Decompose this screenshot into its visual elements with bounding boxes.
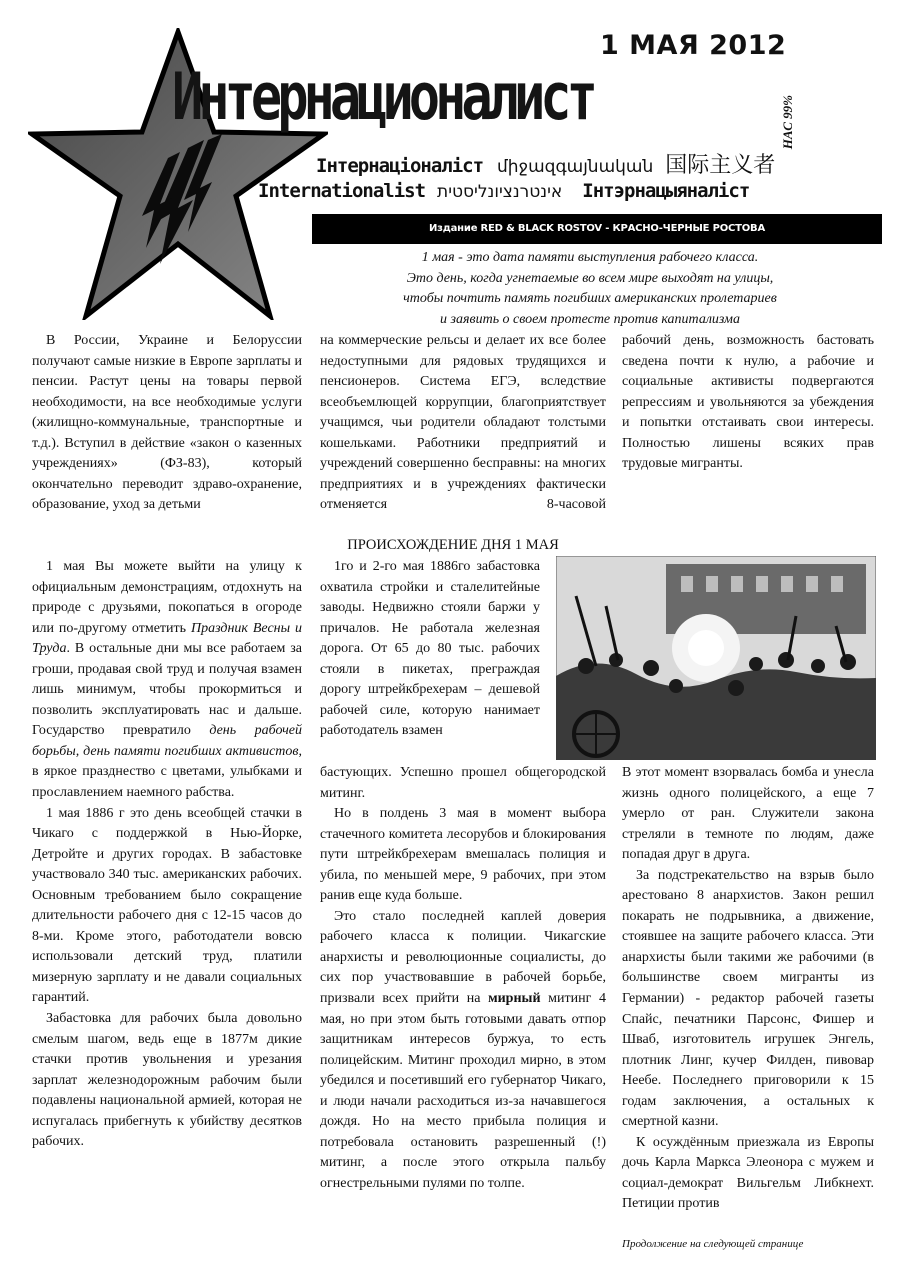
subtitle-belarusian: Інтэрнацыяналіст [582,180,750,202]
strong: мирный [488,991,541,1007]
side-note: НАС 99% [780,95,795,150]
top-column-3 [622,331,874,475]
paragraph: 1 мая Вы можете выйти на улицу к официальным демонстрациям, отдохнуть на природе с друзьями, покопаться в огороде или по-другому отметить Праздник Весны и Труда. В остальные дни мы все работаем за гроши, продавая свой труд и получая взамен лишь минимум, чтобы прокормиться и позволить эксплуатировать нас и дальше. Государство превратило день рабочей борьбы, день памяти погибших активистов, в яркое празднество с цветами, улыбками и прославлением наемного рабства. [32,559,303,801]
paragraph: За подстрекательство на взрыв было арестовано 8 анархистов. Закон решил покарать не подрывника, а движение, стоявшее на защите рабочего класса. Эти анархисты были такими же рабочими (в большинстве своем мигранты из Германии) - редактор рабочей газеты Спайс, печатники Парсонс, Фишер и Шваб, изготовитель игрушек Энгель, плотник Линг, кучер Филден, пивовар Неебе. Последнего приговорили к 15 годам заключения, а остальных к смертной казни. [622,867,874,1130]
paragraph: Но в полдень 3 мая в момент выбора стачечного комитета лесорубов и блокирования пути штрейкбрехерам вмешалась полиция и убила, по меньшей мере, 9 рабочих, при этом ранив еще куда больше. [320,806,606,904]
section-heading: ПРОИСХОЖДЕНИЕ ДНЯ 1 МАЯ [347,537,559,553]
paragraph: 1го и 2-го мая 1886го забастовка охватила стройки и сталелитейные заводы. Недвижно стояли баржи у причалов. Не работала железная дорога. От 65 до 80 тыс. рабочих стояли в пикетах, преграждая дорогу штрейкбрехерам – дешевой рабочей силе, которую нанимает работодатель взамен [320,559,540,739]
column-1 [32,557,302,1153]
paragraph: К осуждённым приезжала из Европы дочь Карла Маркса Элеонора с мужем и социал-демократ Вильгельм Либкнехт. Петиции против [622,1134,874,1212]
issue-date: 1 МАЯ 2012 [600,30,787,61]
paragraph: 1 мая 1886 г это день всеобщей стачки в Чикаго с поддержкой в Нью-Йорке, Детройте и других городах. В забастовке участвовало 340 тыс. американских рабочих. Основным требованием было сокращение длительности рабочего дня с 12-15 часов до 8-ми. Кроме этого, работодатели вовсю использовали детский труд, платили мизерную зарплату и не давали социальных гарантий. [32,805,302,1006]
subtitle-hebrew: אינטרנציונליסטית [437,182,563,202]
subtitle-ukrainian: Інтернаціоналіст [316,155,484,177]
column-3 [622,763,874,1215]
emphasis: день рабочей борьбы, день памяти погибших активистов [32,723,303,759]
paragraph: Забастовка для рабочих была довольно смелым шагом, ведь еще в 1877м дикие стачки против увольнения и урезания зарплат железнодорожным рабочим были подавлены национальной армией, которая не испугалась прибегнуть к убийству десятков рабочих. [32,1011,302,1150]
subtitle-row-1 [316,148,775,179]
intro-line: Это день, когда угнетаемые во всем мире выходят на улицы, [406,270,774,286]
haymarket-engraving-image [556,556,876,760]
paragraph: В этот момент взорвалась бомба и унесла жизнь одного полицейского, а еще 7 умерло от ран. Служители закона стреляли в темноте по людям, даже попадая друг в друга. [622,765,874,863]
subtitle-english: Internationalist [258,180,426,202]
emphasis: Праздник Весны и Труда [32,620,303,657]
intro-line: и заявить о своем протесте против капитализма [440,311,740,327]
intro-line: 1 мая - это дата памяти выступления рабочего класса. [421,250,759,265]
paragraph: В России, Украине и Белоруссии получают самые низкие в Европе зарплаты и пенсии. Растут цены на товары первой необходимости, на все необходимые услуги (жилищно-коммунальные, транспортные и т.д.). Вступил в действие «закон о казенных учреждениях» (ФЗ-83), который окончательно переводит здраво-охранение, образование, уход за детьми [32,333,302,513]
subtitle-row-2 [258,180,749,202]
top-column-1 [32,331,302,516]
continued-note: Продолжение на следующей странице [622,1238,804,1250]
column-2 [320,763,606,1194]
paragraph: рабочий день, возможность бастовать сведена почти к нулю, а рабочие и социальные активисты подвергаются репрессиям и увольняются за убеждения и попытки отстаивать свои интересы. Полностью лишены всяких прав трудовые мигранты. [622,333,874,472]
subtitle-armenian: միջազգայնական [497,157,654,177]
top-column-2 [320,331,606,516]
intro-line: чтобы почтить память погибших американских пролетариев [403,291,777,306]
subtitle-chinese: 国际主义者 [665,153,776,178]
paragraph: бастующих. Успешно прошел общегородской митинг. [320,765,606,801]
paragraph: Это стало последней каплей доверия рабочего класса к полиции. Чикагские анархисты и революционные социалисты, до сих пор участвовавшие в рабочей борьбе, призвали всех прийти на мирный митинг 4 мая, но при этом быть готовыми давать отпор защитникам интересов буржуа, то есть полицейским. Митинг проходил мирно, в этом убедился и посетивший его губернатор Чикаго, и люди начали расходиться из-за начавшегося дождя. Но на место прибыла полиция и потребовала остановить разрешенный (!) митинг, а после этого открыла пальбу огнестрельными пулями по толпе. [320,908,606,1191]
newspaper-title: Интернационалист [172,60,593,135]
column-2-narrow [320,557,540,742]
publisher-bar: Издание RED & BLACK ROSTOV - КРАСНО-ЧЕРНЫЕ РОСТОВА [312,214,882,244]
intro-statement [330,248,850,330]
paragraph: на коммерческие рельсы и делает их все более недоступными для рядовых трудящихся и пенсионеров. Система ЕГЭ, вследствие всеобъемлющей коррупции, благоприятствует учащимся, чьи родители обладают толстыми кошельками. Работники предприятий и учреждений совершенно бесправны: на многих предприятиях и в учреждениях фактически отменяется 8-часовой [320,333,606,513]
